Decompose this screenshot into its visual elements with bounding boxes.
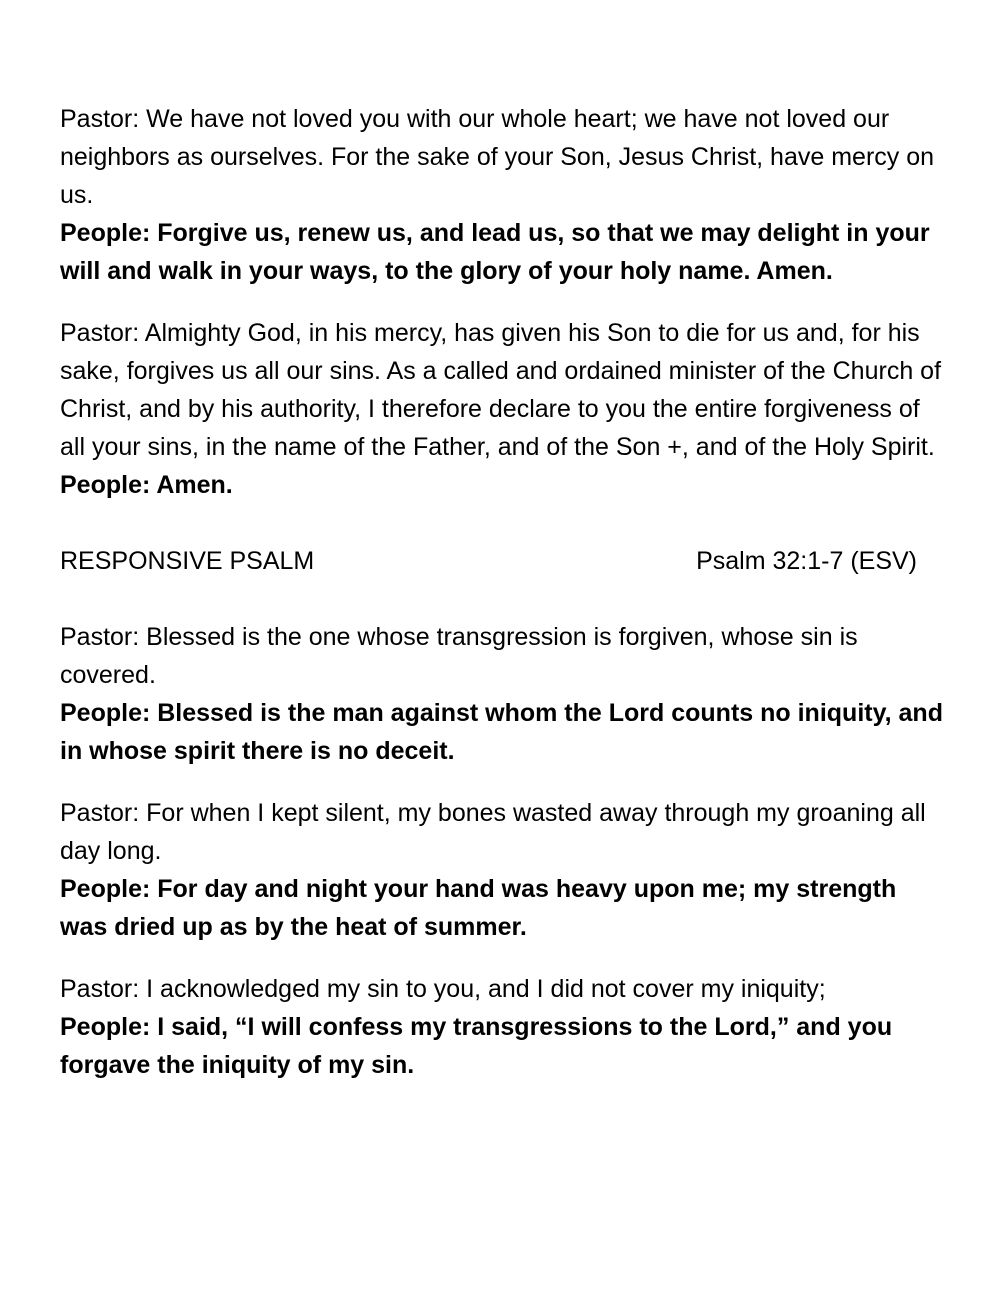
psalm-exchange bbox=[60, 794, 950, 946]
psalm-exchange bbox=[60, 618, 950, 770]
pastor-line: Pastor: Blessed is the one whose transgression is forgiven, whose sin is covered. bbox=[60, 623, 858, 689]
people-response: People: Amen. bbox=[60, 471, 233, 499]
psalm-reference: Psalm 32:1-7 (ESV) bbox=[696, 547, 917, 575]
liturgy-content bbox=[60, 100, 950, 1108]
pastor-line: Pastor: Almighty God, in his mercy, has given his Son to die for us and, for his sake, forgives us all our sins. As a called and ordained minister of the Church of Christ, and by his authority, I therefore declare to you the entire forgiveness of all your sins, in the name of the Father, and of the Son +, and of the Holy Spirit. bbox=[60, 319, 942, 461]
confession-exchange bbox=[60, 100, 950, 290]
psalm-title: RESPONSIVE PSALM bbox=[60, 547, 315, 575]
people-response: People: I said, “I will confess my transgressions to the Lord,” and you forgave the iniquity of my sin. bbox=[60, 1013, 893, 1079]
absolution-exchange bbox=[60, 314, 950, 504]
psalm-exchange bbox=[60, 970, 950, 1084]
pastor-line: Pastor: I acknowledged my sin to you, and I did not cover my iniquity; bbox=[60, 975, 826, 1003]
pastor-line: Pastor: We have not loved you with our whole heart; we have not loved our neighbors as ourselves. For the sake of your Son, Jesus Christ, have mercy on us. bbox=[60, 105, 935, 209]
people-response: People: Blessed is the man against whom the Lord counts no iniquity, and in whose spirit there is no deceit. bbox=[60, 699, 943, 765]
people-response: People: Forgive us, renew us, and lead us, so that we may delight in your will and walk in your ways, to the glory of your holy name. Amen. bbox=[60, 219, 930, 285]
people-response: People: For day and night your hand was heavy upon me; my strength was dried up as by the heat of summer. bbox=[60, 875, 897, 941]
psalm-heading bbox=[60, 542, 917, 580]
pastor-line: Pastor: For when I kept silent, my bones wasted away through my groaning all day long. bbox=[60, 799, 926, 865]
